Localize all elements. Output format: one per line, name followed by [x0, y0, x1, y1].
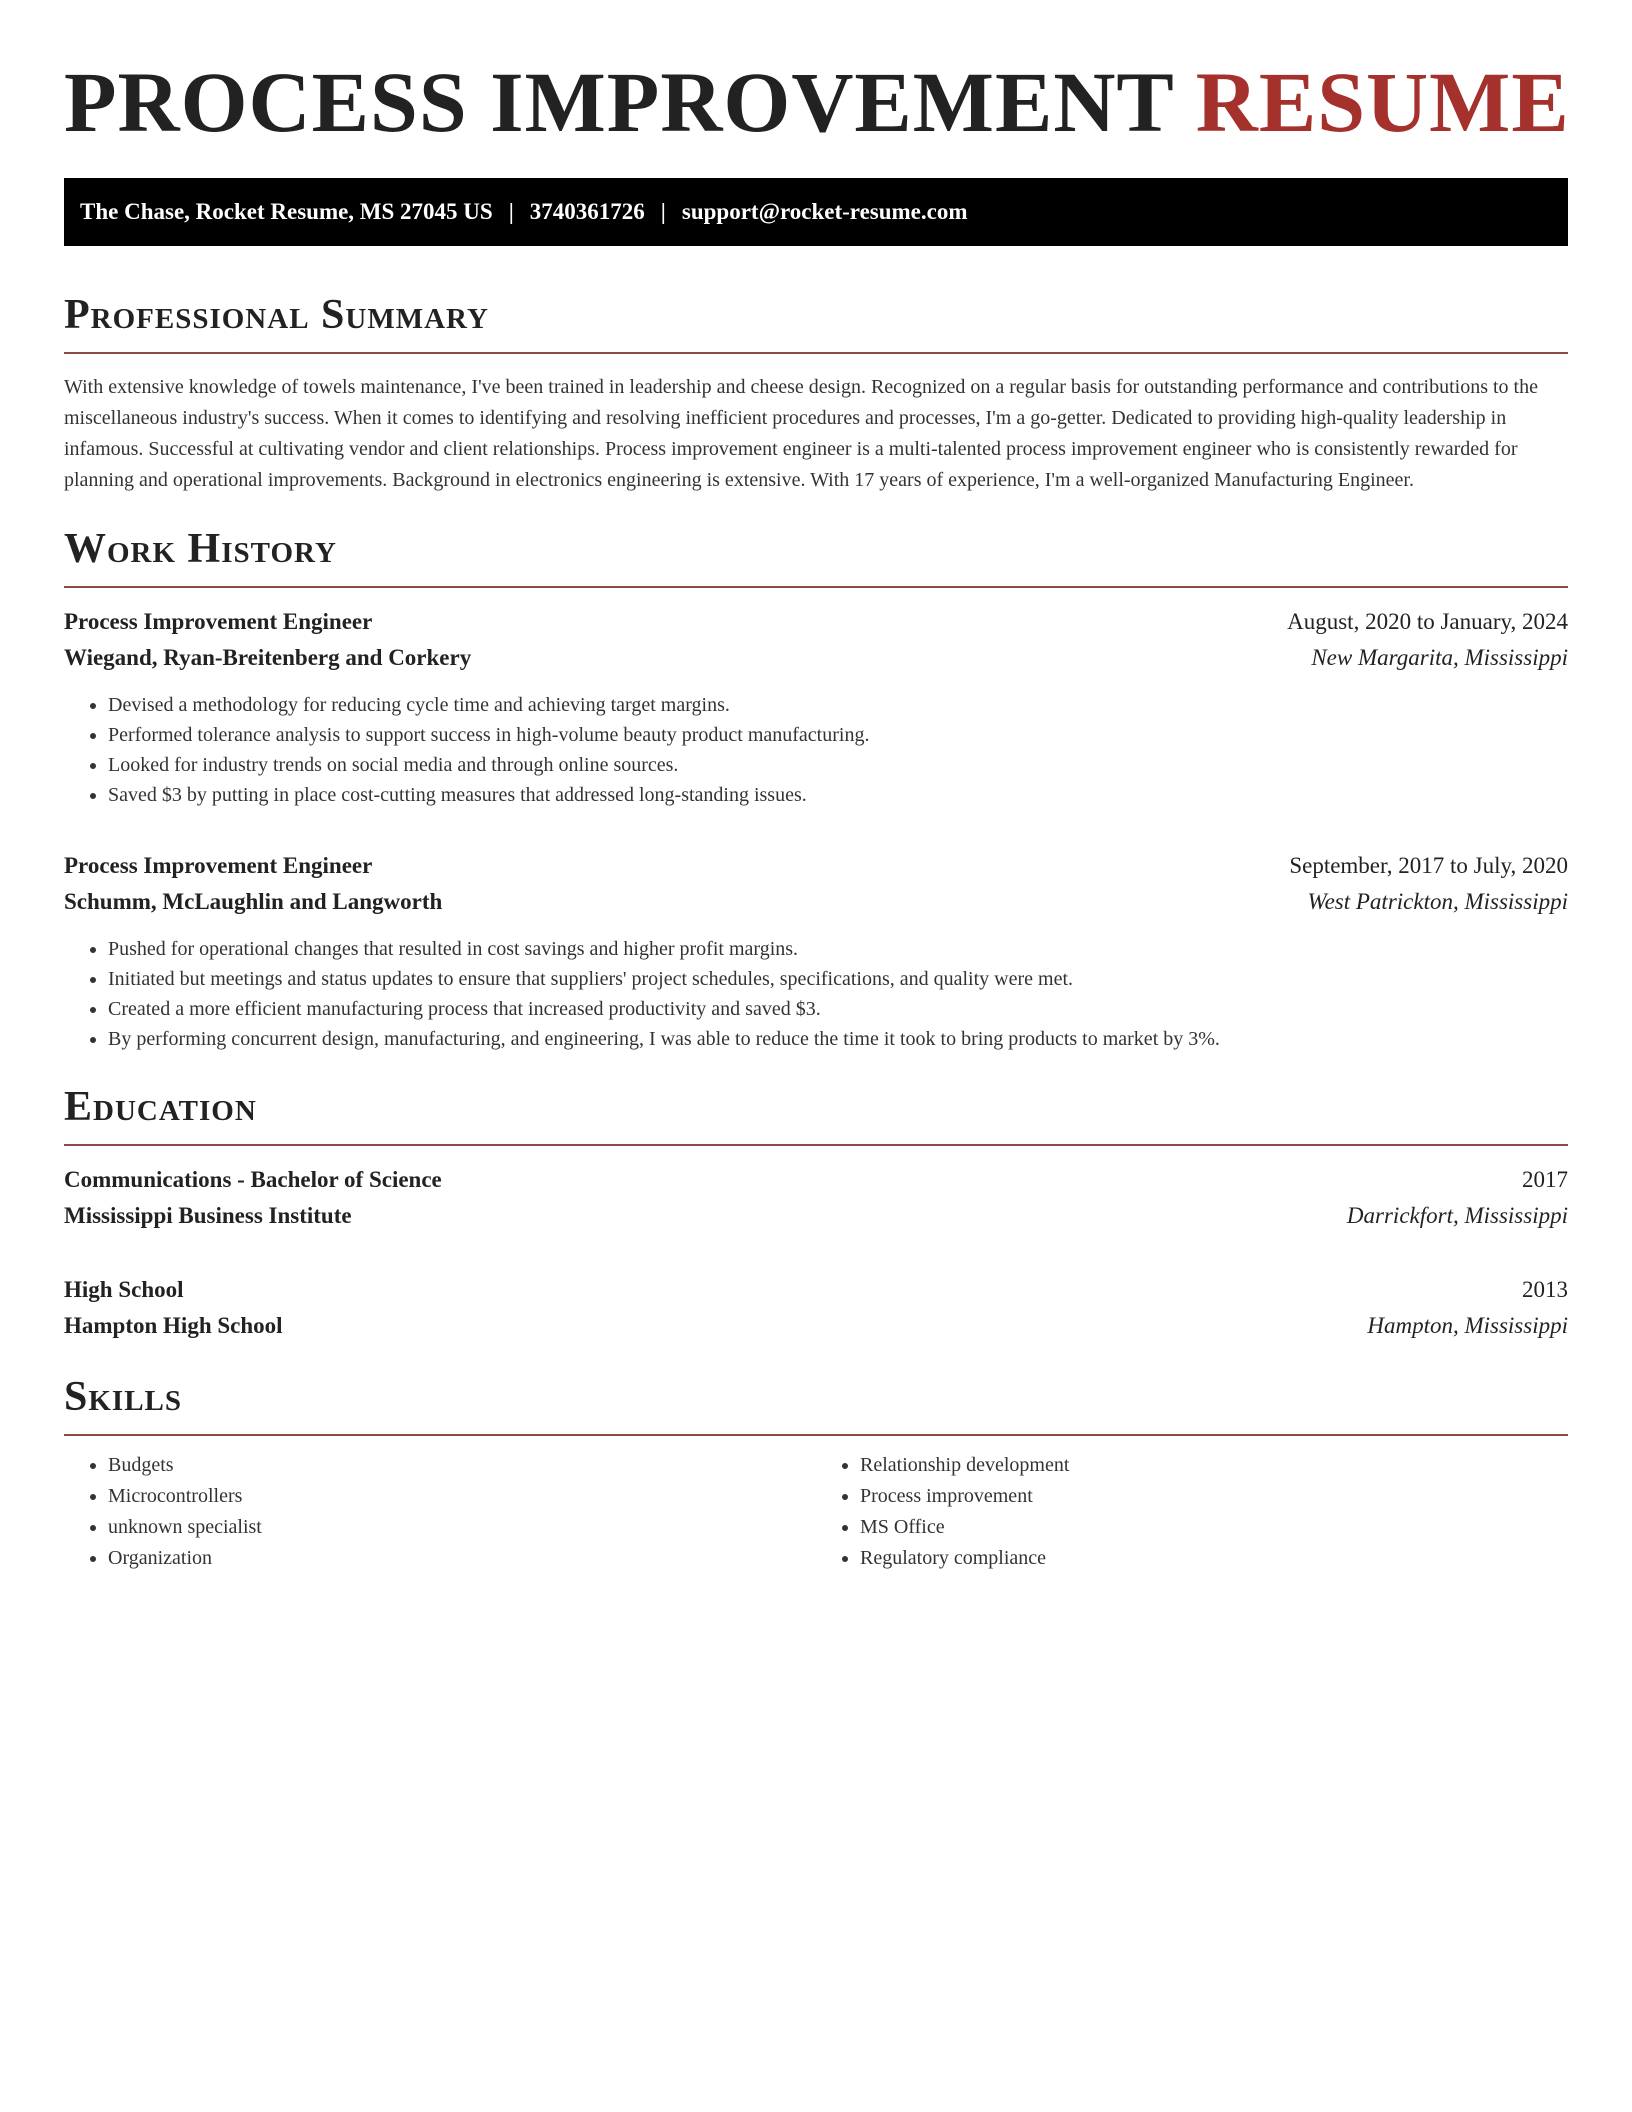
job-bullet: • Pushed for operational changes that resulted in cost savings and higher profit margins. [108, 934, 1568, 964]
education-school: Mississippi Business Institute [64, 1203, 352, 1228]
skills-column-right [816, 1450, 1568, 1574]
education-location: Darrickfort, Mississippi [1346, 1203, 1568, 1228]
job-title: Process Improvement Engineer [64, 609, 373, 634]
resume-title [64, 52, 1568, 152]
education-degree: High School [64, 1277, 184, 1302]
job-bullet: • Looked for industry trends on social media and through online sources. [108, 750, 1568, 780]
skill-item: • Process improvement [860, 1481, 1568, 1512]
job-dates: September, 2017 to July, 2020 [1289, 853, 1568, 878]
skills-section [64, 1372, 1568, 1574]
job-dates: August, 2020 to January, 2024 [1287, 609, 1568, 634]
work-history-section [64, 524, 1568, 1054]
job-bullet: • Saved $3 by putting in place cost-cutting measures that addressed long-standing issues. [108, 780, 1568, 810]
job-bullet: • Created a more efficient manufacturing process that increased productivity and saved $3. [108, 994, 1568, 1024]
skill-item: • MS Office [860, 1512, 1568, 1543]
job-company: Schumm, McLaughlin and Langworth [64, 889, 443, 914]
skill-item: • Relationship development [860, 1450, 1568, 1481]
education-degree-row [64, 1162, 1568, 1198]
education-entry [64, 1162, 1568, 1234]
job-company: Wiegand, Ryan-Breitenberg and Corkery [64, 645, 472, 670]
skill-item: • Organization [108, 1543, 816, 1574]
summary-heading: Professional Summary [64, 290, 1568, 354]
job-bullet: • Initiated but meetings and status updates to ensure that suppliers' project schedules, specifications, and quality were met. [108, 964, 1568, 994]
job-bullets [64, 690, 1568, 810]
job-bullet: • Performed tolerance analysis to support success in high-volume beauty product manufacturing. [108, 720, 1568, 750]
education-heading: Education [64, 1082, 1568, 1146]
contact-separator: | [508, 199, 514, 224]
job-location: New Margarita, Mississippi [1311, 645, 1568, 670]
education-school: Hampton High School [64, 1313, 283, 1338]
title-accent: RESUME [1195, 54, 1570, 150]
education-school-row [64, 1198, 1568, 1234]
skill-item: • Regulatory compliance [860, 1543, 1568, 1574]
job-bullet: • Devised a methodology for reducing cycle time and achieving target margins. [108, 690, 1568, 720]
education-year: 2017 [1522, 1167, 1568, 1192]
education-section [64, 1082, 1568, 1344]
job-location: West Patrickton, Mississippi [1307, 889, 1568, 914]
education-degree: Communications - Bachelor of Science [64, 1167, 442, 1192]
summary-section [64, 290, 1568, 496]
education-degree-row [64, 1272, 1568, 1308]
job-bullets [64, 934, 1568, 1054]
contact-phone: 3740361726 [529, 199, 645, 224]
skill-item: • Budgets [108, 1450, 816, 1481]
contact-email[interactable]: support@rocket-resume.com [681, 199, 968, 224]
contact-separator: | [660, 199, 666, 224]
education-year: 2013 [1522, 1277, 1568, 1302]
job-title: Process Improvement Engineer [64, 853, 373, 878]
skills-heading: Skills [64, 1372, 1568, 1436]
work-history-heading: Work History [64, 524, 1568, 588]
skill-item: • unknown specialist [108, 1512, 816, 1543]
contact-address: The Chase, Rocket Resume, MS 27045 US [80, 199, 493, 224]
skill-item: • Microcontrollers [108, 1481, 816, 1512]
education-school-row [64, 1308, 1568, 1344]
job-header-row [64, 604, 1568, 640]
skills-column-left [64, 1450, 816, 1574]
job-company-row [64, 884, 1568, 920]
summary-text: With extensive knowledge of towels maintenance, I've been trained in leadership and cheese design. Recognized on a regular basis for outstanding performance and contributions to the miscellaneous industry's success. When it comes to identifying and resolving inefficient procedures and processes, I'm a go-getter. Dedicated to providing high-quality leadership in infamous. Successful at cultivating vendor and client relationships. Process improvement engineer is a multi-talented process improvement engineer who is consistently rewarded for planning and operational improvements. Background in electronics engineering is extensive. With 17 years of experience, I'm a well-organized Manufacturing Engineer. [64, 376, 1538, 491]
education-entry [64, 1272, 1568, 1344]
title-main: PROCESS IMPROVEMENT [64, 54, 1174, 150]
job-entry [64, 848, 1568, 1054]
job-bullet: • By performing concurrent design, manufacturing, and engineering, I was able to reduce the time it took to bring products to market by 3%. [108, 1024, 1568, 1054]
skills-columns [64, 1450, 1568, 1574]
job-entry [64, 604, 1568, 810]
contact-bar [64, 178, 1568, 246]
job-company-row [64, 640, 1568, 676]
job-header-row [64, 848, 1568, 884]
education-location: Hampton, Mississippi [1367, 1313, 1568, 1338]
